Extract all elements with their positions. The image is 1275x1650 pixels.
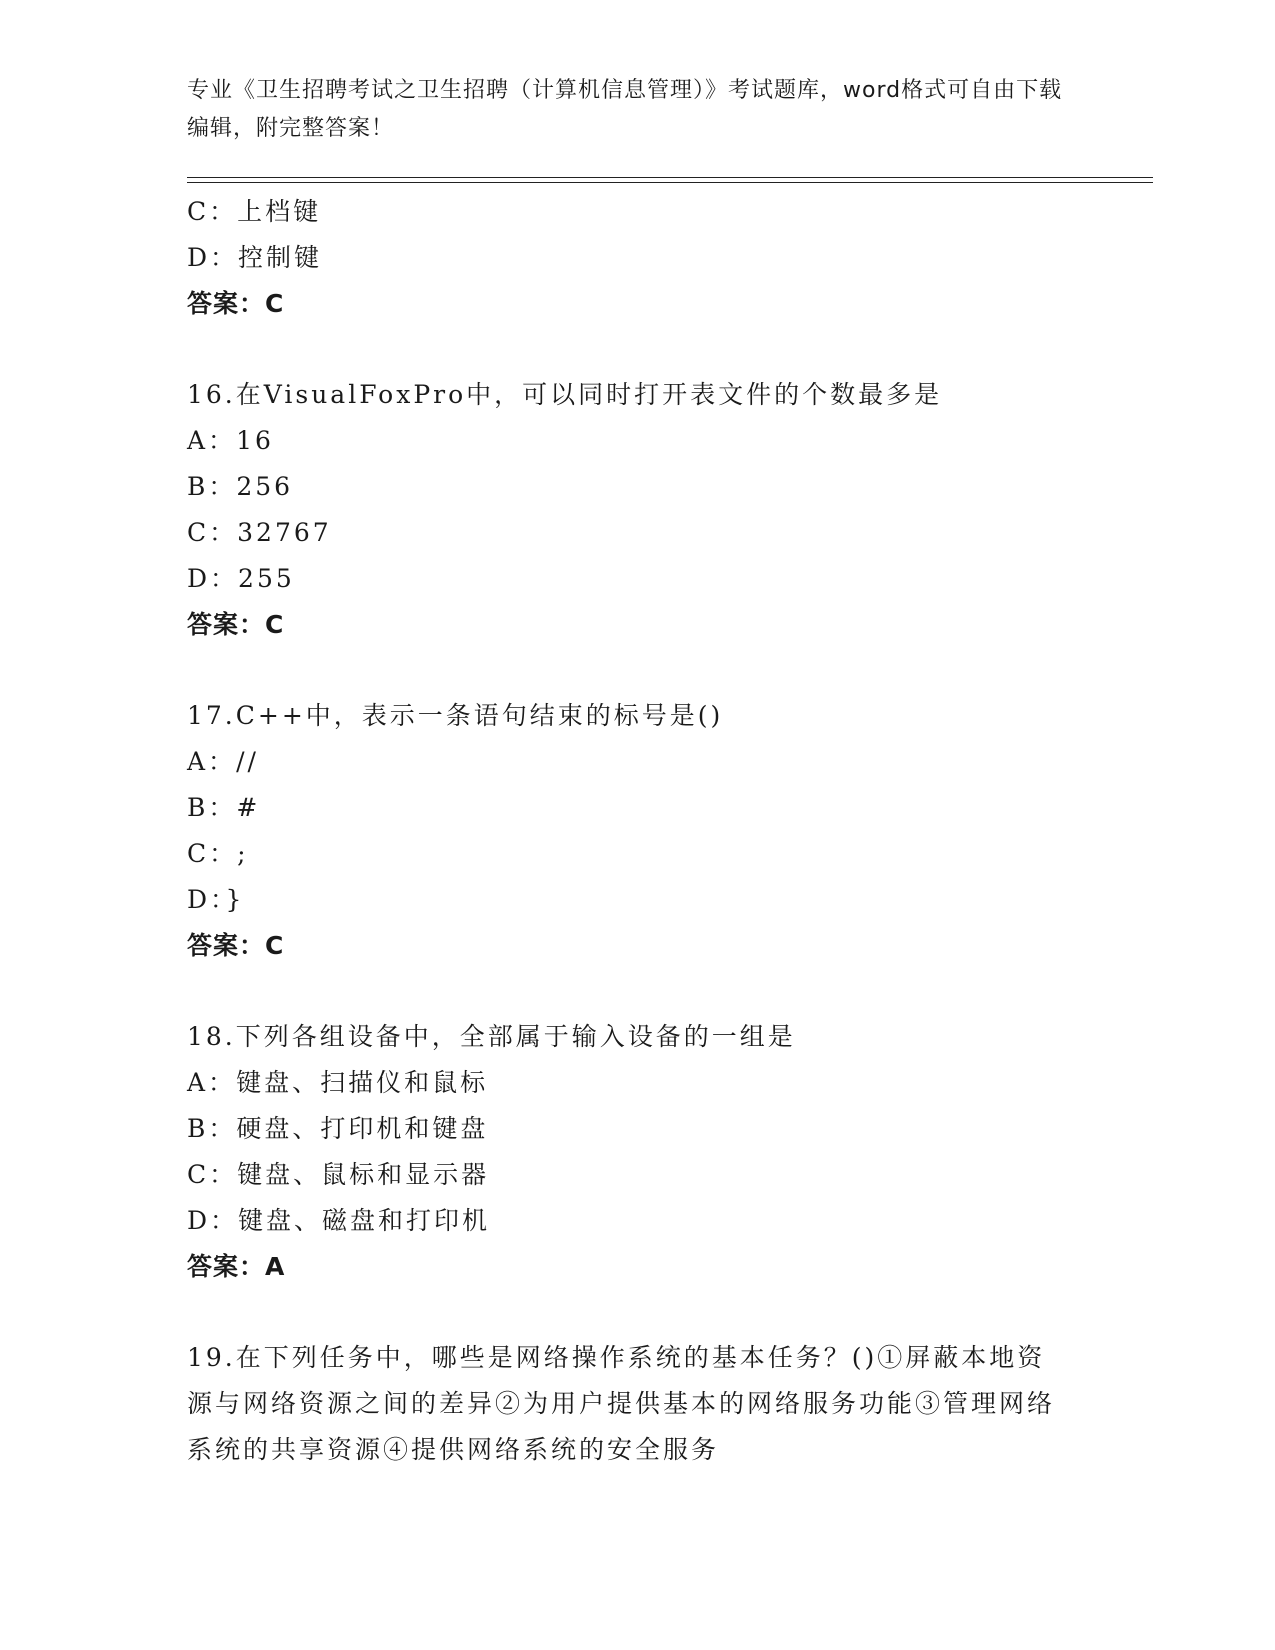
question-stem-16: 16.在VisualFoxPro中，可以同时打开表文件的个数最多是 — [187, 380, 943, 409]
spacer — [187, 1290, 1087, 1335]
answer: 答案：C — [187, 610, 285, 639]
answer: 答案：A — [187, 1252, 286, 1281]
answer: 答案：C — [187, 931, 285, 960]
option-b: B：256 — [187, 472, 294, 501]
document-header: 专业《卫生招聘考试之卫生招聘（计算机信息管理）》考试题库，word格式可自由下载编辑，附完整答案！ — [187, 78, 1063, 141]
option-c: C：32767 — [187, 518, 332, 547]
question-stem-19: 19.在下列任务中，哪些是网络操作系统的基本任务？()①屏蔽本地资源与网络资源之间的差异②为用户提供基本的网络服务功能③管理网络系统的共享资源④提供网络系统的安全服务 — [187, 1343, 1056, 1464]
option-b: B：# — [187, 793, 261, 822]
spacer — [187, 327, 1087, 372]
option-c: C：; — [187, 839, 249, 868]
question-stem-18: 18.下列各组设备中，全部属于输入设备的一组是 — [187, 1022, 796, 1051]
option-a: A：键盘、扫描仪和鼠标 — [187, 1068, 489, 1097]
option-d: D：控制键 — [187, 243, 323, 272]
option-d: D：} — [187, 885, 245, 914]
spacer — [187, 648, 1087, 693]
header-rule-top — [187, 177, 1153, 178]
option-a: A：// — [187, 747, 259, 776]
question-list — [187, 189, 1087, 1473]
option-c: C：上档键 — [187, 197, 322, 226]
option-c: C：键盘、鼠标和显示器 — [187, 1160, 490, 1189]
question-stem-17: 17.C++中，表示一条语句结束的标号是() — [187, 701, 724, 730]
answer: 答案：C — [187, 289, 285, 318]
option-d: D：255 — [187, 564, 295, 593]
option-b: B：硬盘、打印机和键盘 — [187, 1114, 489, 1143]
spacer — [187, 969, 1087, 1014]
header-rule-bottom — [187, 182, 1153, 183]
option-d: D：键盘、磁盘和打印机 — [187, 1206, 491, 1235]
option-a: A：16 — [187, 426, 274, 455]
